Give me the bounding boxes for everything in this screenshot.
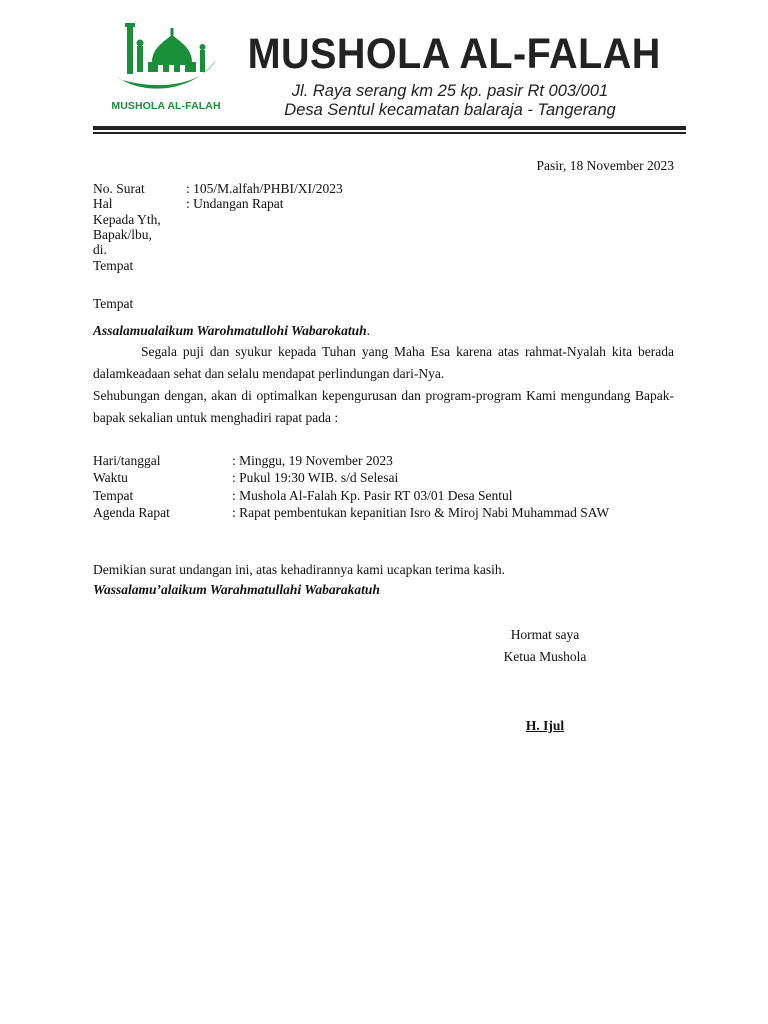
closing-text: Demikian surat undangan ini, atas kehadirannya kami ucapkan terima kasih. (93, 562, 505, 577)
body-paragraph-2: Sehubungan dengan, akan di optimalkan kepengurusan dan program-program Kami mengundang Bapak-bapak sekalian untuk menghadiri rapat pada : (93, 388, 674, 425)
address-line-1: Jl. Raya serang km 25 kp. pasir Rt 003/001 (291, 82, 609, 100)
closing-greeting: Wassalamu’alaikum Warahmatullahi Wabarakatuh (93, 582, 380, 597)
detail-value-date: : Minggu, 19 November 2023 (232, 453, 393, 468)
letterhead-divider-thin (93, 132, 686, 134)
organization-name: MUSHOLA AL-FALAH (247, 30, 661, 78)
place-date: Pasir, 18 November 2023 (536, 158, 674, 173)
meta-value-subject: : Undangan Rapat (186, 196, 284, 211)
detail-value-time: : Pukul 19:30 WIB. s/d Selesai (232, 470, 399, 485)
meta-value-number: : 105/M.alfah/PHBI/XI/2023 (186, 181, 343, 196)
detail-value-place: : Mushola Al-Falah Kp. Pasir RT 03/01 Desa Sentul (232, 488, 513, 503)
address-line-2: Desa Sentul kecamatan balaraja - Tangerang (284, 101, 616, 119)
detail-label-time: Waktu (93, 470, 128, 485)
detail-label-date: Hari/tanggal (93, 453, 161, 468)
letterhead-divider-thick (93, 126, 686, 130)
body-paragraph-1: Segala puji dan syukur kepada Tuhan yang Maha Esa karena atas rahmat-Nyalah kita berada dalamkeadaan sehat dan selalu mendapat perlindungan dari-Nya. (93, 344, 674, 381)
signatory-position: Ketua Mushola (503, 649, 587, 664)
regards: Hormat saya (510, 627, 580, 642)
mushola-logo (108, 20, 224, 116)
signatory-name: H. Ijul (525, 718, 565, 733)
recipient-line: Kepada Yth, (93, 212, 161, 227)
recipient-line: di. (93, 242, 107, 257)
logo-caption: MUSHOLA AL-FALAH (111, 100, 221, 112)
detail-value-agenda: : Rapat pembentukan kepanitian Isro & Miroj Nabi Muhammad SAW (232, 505, 610, 520)
place-line: Tempat (93, 296, 134, 311)
recipient-line: Tempat (93, 258, 134, 273)
recipient-line: Bapak/lbu, (93, 227, 152, 242)
mosque-icon (108, 20, 224, 100)
meta-label-subject: Hal (93, 196, 113, 211)
detail-label-agenda: Agenda Rapat (93, 505, 170, 520)
meta-label-number: No. Surat (93, 181, 145, 196)
opening-greeting: Assalamualaikum Warohmatullohi Wabarokatuh. (93, 323, 370, 338)
detail-label-place: Tempat (93, 488, 134, 503)
